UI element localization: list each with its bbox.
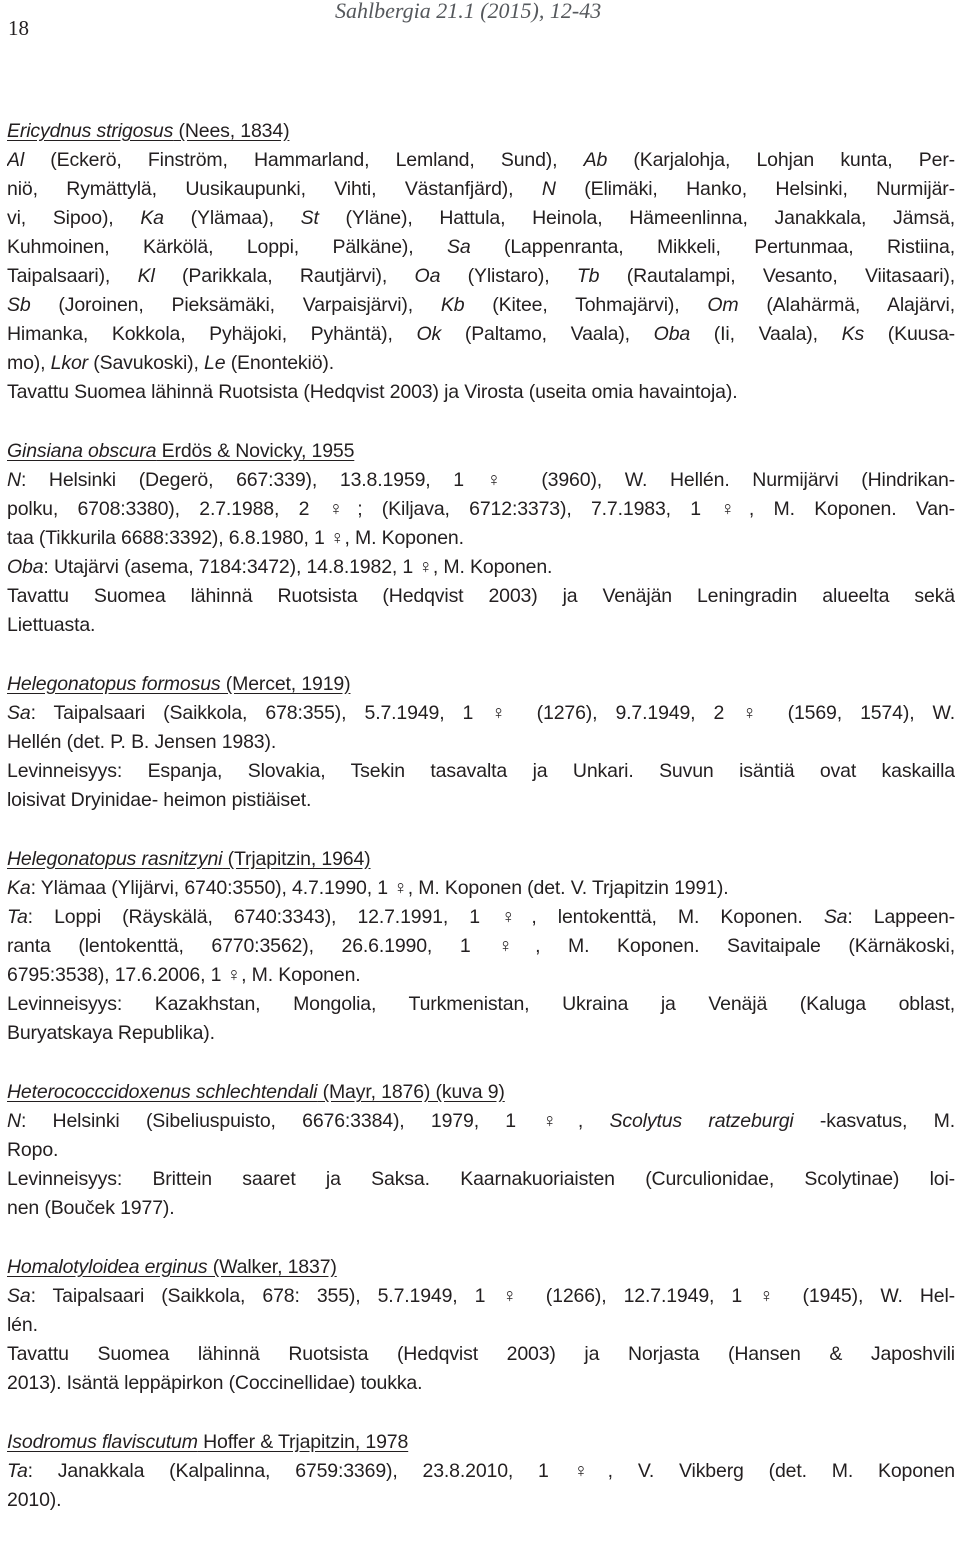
text-run: (Ii, Vaala), — [690, 323, 842, 345]
record-line — [7, 524, 955, 553]
text-run: (Joroinen, Pieksämäki, Varpaisjärvi), — [30, 294, 441, 316]
species-entry — [7, 117, 955, 407]
italic-term: Oba — [7, 556, 44, 578]
italic-term: Ab — [583, 149, 608, 171]
record-line — [7, 291, 955, 320]
record-line — [7, 175, 955, 204]
text-run: (Yläne), Hattula, Heinola, Hämeenlinna, Janakkala, Jämsä, — [318, 207, 955, 229]
text-run: Ropo. — [7, 1139, 59, 1161]
text-run: (Ylistaro), — [440, 265, 577, 287]
species-name — [7, 1256, 207, 1278]
record-line — [7, 582, 955, 611]
species-author: (Nees, 1834) — [173, 120, 290, 142]
record-line — [7, 728, 955, 757]
record-line — [7, 1282, 955, 1311]
text-run: Buryatskaya Republika). — [7, 1022, 215, 1044]
text-run: (Parikkala, Rautjärvi), — [154, 265, 415, 287]
record-line — [7, 1369, 955, 1398]
text-run: (Eckerö, Finström, Hammarland, Lemland, Sund), — [24, 149, 584, 171]
species-list — [7, 117, 955, 1545]
text-run: Himanka, Kokkola, Pyhäjoki, Pyhäntä), — [7, 323, 417, 345]
text-run: polku, 6708:3380), 2.7.1988, 2 ♀; (Kiljava, 6712:3373), 7.7.1983, 1 ♀, M. Koponen. Van- — [7, 498, 955, 520]
text-run: : Helsinki (Sibeliuspuisto, 6676:3384), 1979, 1 ♀, — [20, 1110, 610, 1132]
record-line — [7, 146, 955, 175]
species-name — [7, 440, 156, 462]
text-run: 2013). Isäntä leppäpirkon (Coccinellidae) toukka. — [7, 1372, 423, 1394]
italic-term: Scolytus ratzeburgi — [609, 1110, 794, 1132]
italic-term: Ks — [841, 323, 865, 345]
species-entry — [7, 670, 955, 815]
italic-term: Om — [707, 294, 739, 316]
species-binomial: Helegonatopus rasnitzyni — [7, 848, 223, 870]
record-line — [7, 990, 955, 1019]
species-heading — [7, 1078, 955, 1107]
record-line — [7, 349, 955, 378]
text-run: (Savukoski), — [88, 352, 205, 374]
italic-term: N — [541, 178, 556, 200]
text-run: Levinneisyys: Kazakhstan, Mongolia, Turkmenistan, Ukraina ja Venäjä (Kaluga oblast, — [7, 993, 955, 1015]
text-run: -kasvatus, M. — [793, 1110, 955, 1132]
species-name — [7, 673, 221, 695]
text-run: (Lappenranta, Mikkeli, Pertunmaa, Ristiina, — [470, 236, 955, 258]
species-author: (Mayr, 1876) (kuva 9) — [317, 1081, 505, 1103]
italic-term: Oa — [414, 265, 441, 287]
species-binomial: Heterococccidoxenus schlechtendali — [7, 1081, 318, 1103]
italic-term: Oba — [653, 323, 691, 345]
text-run: Tavattu Suomea lähinnä Ruotsista (Hedqvist 2003) ja Norjasta (Hansen & Japoshvili — [7, 1343, 955, 1365]
text-run: (Kitee, Tohmajärvi), — [464, 294, 708, 316]
italic-term: Ka — [7, 877, 31, 899]
text-run: : Helsinki (Degerö, 667:339), 13.8.1959, 1 ♀ (3960), W. Hellén. Nurmijärvi (Hindrikan- — [20, 469, 955, 491]
species-heading — [7, 845, 955, 874]
text-run: (Kuusa- — [864, 323, 955, 345]
italic-term: Al — [7, 149, 25, 171]
record-line — [7, 1311, 955, 1340]
italic-term: Ka — [140, 207, 164, 229]
record-line — [7, 495, 955, 524]
text-run: mo), — [7, 352, 51, 374]
page-number: 18 — [8, 16, 29, 40]
species-name — [7, 1081, 317, 1103]
species-entry — [7, 1078, 955, 1223]
text-run: (Alahärmä, Alajärvi, — [738, 294, 955, 316]
text-run: (Elimäki, Hanko, Helsinki, Nurmijär- — [555, 178, 955, 200]
italic-term: Sa — [7, 702, 31, 724]
italic-term: N — [7, 1110, 21, 1132]
text-run: niö, Rymättylä, Uusikaupunki, Vihti, Västanfjärd), — [7, 178, 542, 200]
italic-term: Sa — [7, 1285, 31, 1307]
italic-term: Tb — [576, 265, 600, 287]
species-binomial: Isodromus flaviscutum — [7, 1431, 198, 1453]
species-heading — [7, 670, 955, 699]
species-heading — [7, 117, 955, 146]
record-line — [7, 204, 955, 233]
text-run: Taipalsaari), — [7, 265, 138, 287]
text-run: Kuhmoinen, Kärkölä, Loppi, Pälkäne), — [7, 236, 447, 258]
species-author: Hoffer & Trjapitzin, 1978 — [197, 1431, 409, 1453]
record-line — [7, 1107, 955, 1136]
species-name — [7, 120, 173, 142]
text-run: : Janakkala (Kalpalinna, 6759:3369), 23.8.2010, 1 ♀, V. Vikberg (det. M. Koponen — [27, 1460, 955, 1482]
italic-term: Sa — [447, 236, 471, 258]
record-line — [7, 874, 955, 903]
italic-term: Ta — [7, 1460, 28, 1482]
italic-term: Kl — [137, 265, 155, 287]
record-line — [7, 1165, 955, 1194]
species-author: (Mercet, 1919) — [220, 673, 351, 695]
italic-term: N — [7, 469, 21, 491]
italic-term: Sa — [823, 906, 848, 928]
text-run: (Rautalampi, Vesanto, Viitasaari), — [599, 265, 955, 287]
text-run: (Enontekiö). — [225, 352, 335, 374]
record-line — [7, 320, 955, 349]
record-line — [7, 378, 955, 407]
text-run: Tavattu Suomea lähinnä Ruotsista (Hedqvist 2003) ja Virosta (useita omia havaintoja). — [7, 381, 738, 403]
species-binomial: Ericydnus strigosus — [7, 120, 174, 142]
species-binomial: Homalotyloidea erginus — [7, 1256, 208, 1278]
text-run: Liettuasta. — [7, 614, 96, 636]
text-run: loisivat Dryinidae- heimon pistiäiset. — [7, 789, 312, 811]
record-line — [7, 466, 955, 495]
running-head: Sahlbergia 21.1 (2015), 12-43 — [335, 0, 602, 23]
species-heading — [7, 1253, 955, 1282]
record-line — [7, 553, 955, 582]
italic-term: Ta — [7, 906, 28, 928]
text-run: : Lappeen- — [847, 906, 955, 928]
record-line — [7, 1194, 955, 1223]
species-author: (Walker, 1837) — [207, 1256, 337, 1278]
species-entry — [7, 1253, 955, 1398]
record-line — [7, 1136, 955, 1165]
record-line — [7, 262, 955, 291]
record-line — [7, 757, 955, 786]
species-name — [7, 848, 222, 870]
text-run: : Utajärvi (asema, 7184:3472), 14.8.1982, 1 ♀, M. Koponen. — [43, 556, 553, 578]
record-line — [7, 903, 955, 932]
species-binomial: Helegonatopus formosus — [7, 673, 221, 695]
text-run: : Loppi (Räyskälä, 6740:3343), 12.7.1991, 1 ♀, lentokenttä, M. Koponen. — [27, 906, 824, 928]
record-line — [7, 932, 955, 961]
text-run: nen (Bouček 1977). — [7, 1197, 175, 1219]
text-run: 6795:3538), 17.6.2006, 1 ♀, M. Koponen. — [7, 964, 361, 986]
record-line — [7, 1340, 955, 1369]
text-run: Hellén (det. P. B. Jensen 1983). — [7, 731, 277, 753]
species-entry — [7, 437, 955, 640]
text-run: vi, Sipoo), — [7, 207, 141, 229]
text-run: Levinneisyys: Espanja, Slovakia, Tsekin tasavalta ja Unkari. Suvun isäntiä ovat kaskailla — [7, 760, 955, 782]
species-entry — [7, 845, 955, 1048]
text-run: ranta (lentokenttä, 6770:3562), 26.6.1990, 1 ♀, M. Koponen. Savitaipale (Kärnäkoski, — [7, 935, 955, 957]
species-name — [7, 1431, 198, 1453]
italic-term: Le — [204, 352, 226, 374]
species-author: (Trjapitzin, 1964) — [222, 848, 371, 870]
record-line — [7, 961, 955, 990]
record-line — [7, 699, 955, 728]
species-entry — [7, 1428, 955, 1515]
italic-term: Ok — [416, 323, 442, 345]
text-run: lén. — [7, 1314, 38, 1336]
text-run: : Ylämaa (Ylijärvi, 6740:3550), 4.7.1990, 1 ♀, M. Koponen (det. V. Trjapitzin 1991). — [30, 877, 729, 899]
text-run: Levinneisyys: Brittein saaret ja Saksa. Kaarnakuoriaisten (Curculionidae, Scolytinae) loi- — [7, 1168, 955, 1190]
text-run: Tavattu Suomea lähinnä Ruotsista (Hedqvist 2003) ja Venäjän Leningradin alueelta sekä — [7, 585, 955, 607]
italic-term: Kb — [440, 294, 465, 316]
italic-term: Lkor — [50, 352, 89, 374]
record-line — [7, 233, 955, 262]
species-binomial: Ginsiana obscura — [7, 440, 157, 462]
record-line — [7, 1019, 955, 1048]
text-run: taa (Tikkurila 6688:3392), 6.8.1980, 1 ♀, M. Koponen. — [7, 527, 464, 549]
italic-term: St — [300, 207, 319, 229]
text-run: (Karjalohja, Lohjan kunta, Per- — [607, 149, 955, 171]
text-run: (Ylämaa), — [163, 207, 301, 229]
record-line — [7, 611, 955, 640]
species-heading — [7, 1428, 955, 1457]
species-author: Erdös & Novicky, 1955 — [156, 440, 355, 462]
record-line — [7, 1486, 955, 1515]
record-line — [7, 786, 955, 815]
record-line — [7, 1457, 955, 1486]
text-run: : Taipalsaari (Saikkola, 678: 355), 5.7.1949, 1 ♀ (1266), 12.7.1949, 1 ♀ (1945), W. Hel- — [30, 1285, 955, 1307]
text-run: 2010). — [7, 1489, 62, 1511]
species-heading — [7, 437, 955, 466]
text-run: (Paltamo, Vaala), — [441, 323, 654, 345]
italic-term: Sb — [7, 294, 31, 316]
text-run: : Taipalsaari (Saikkola, 678:355), 5.7.1949, 1 ♀ (1276), 9.7.1949, 2 ♀ (1569, 1574), W. — [30, 702, 955, 724]
